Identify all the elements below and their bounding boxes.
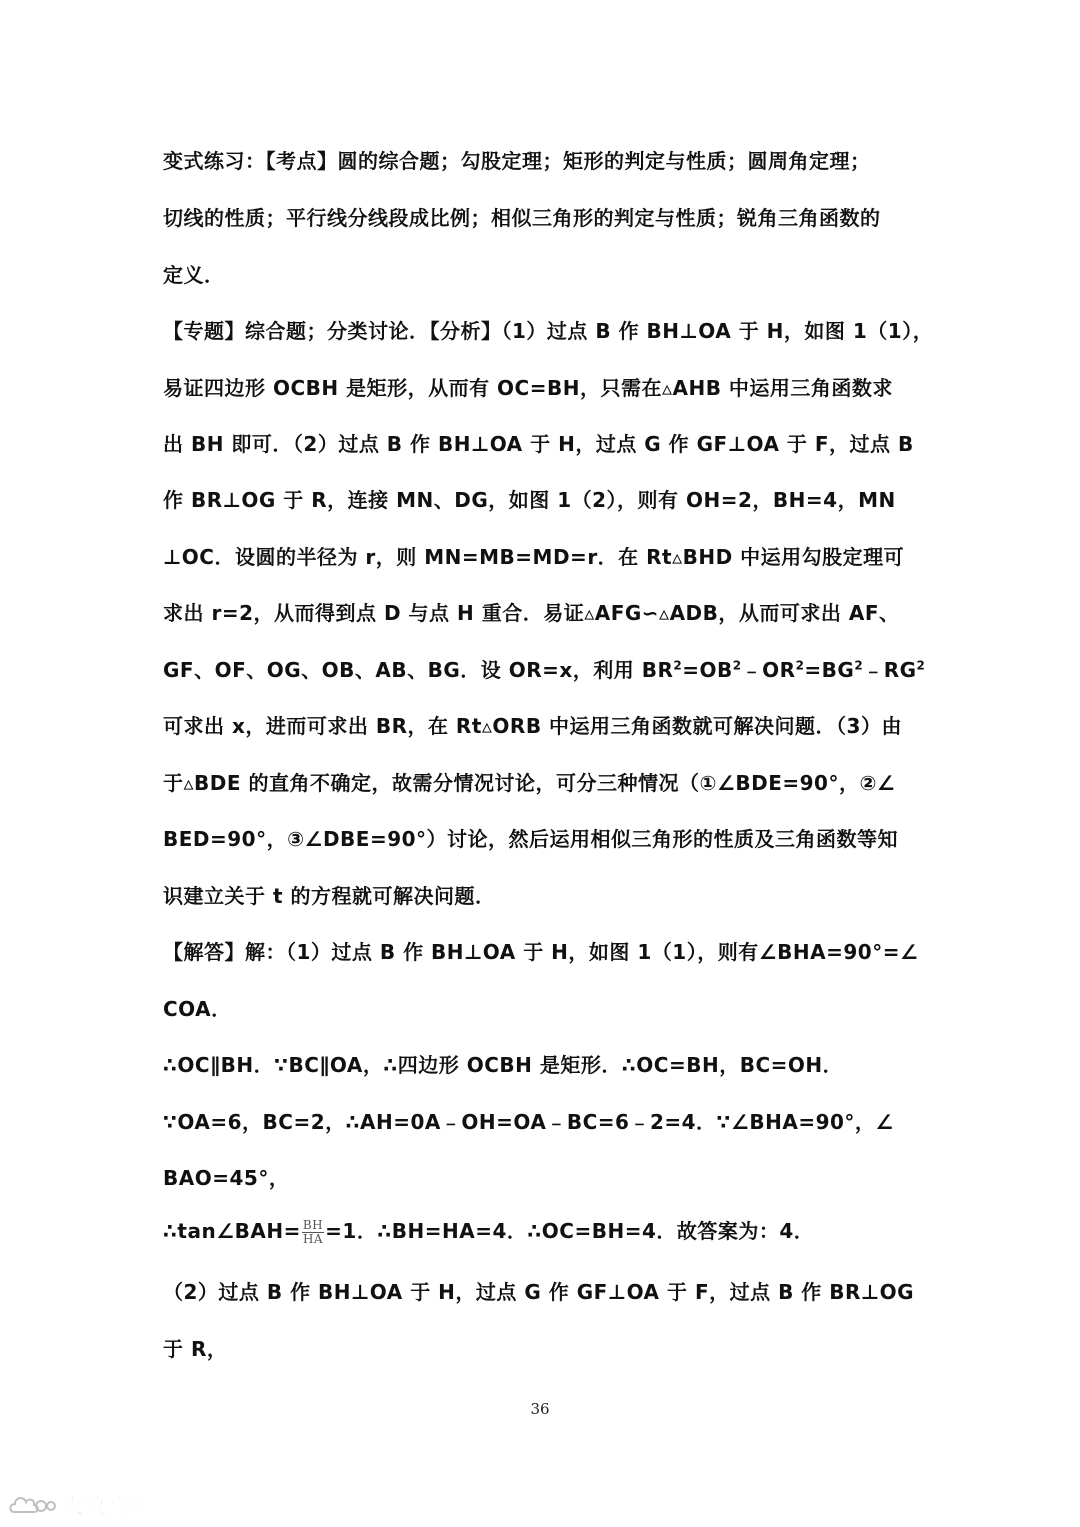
- text-line: 作 BR⊥OG 于 R，连接 MN、DG，如图 1（2），则有 OH=2，BH=4，MN: [163, 488, 896, 512]
- text-line-with-fraction: [163, 1216, 923, 1246]
- text-line: 于▵BDE 的直角不确定，故需分情况讨论，可分三种情况（①∠BDE=90°，②∠: [163, 771, 896, 795]
- text-line: 【专题】综合题；分类讨论．【分析】（1）过点 B 作 BH⊥OA 于 H，如图 1（1），: [163, 319, 934, 343]
- text-line: （2）过点 B 作 BH⊥OA 于 H，过点 G 作 GF⊥OA 于 F，过点 B 作 BR⊥OG: [163, 1280, 915, 1304]
- superscript: 2: [732, 658, 742, 673]
- text-segment: ﹣RG: [863, 658, 917, 682]
- watermark-text: 大数跨境: [62, 1494, 150, 1518]
- superscript: 2: [916, 658, 926, 673]
- superscript: 2: [673, 658, 683, 673]
- text-line: 识建立关于 t 的方程就可解决问题．: [163, 884, 496, 908]
- text-line: ⊥OC．设圆的半径为 r，则 MN=MB=MD=r．在 Rt▵BHD 中运用勾股定理可: [163, 545, 905, 569]
- text-segment: GF、OF、OG、OB、AB、BG．设 OR=x，利用 BR: [163, 658, 674, 682]
- text-segment: =BG: [804, 658, 855, 682]
- text-segment: =1．∴BH=HA=4．∴OC=BH=4．故答案为：4．: [325, 1219, 815, 1243]
- fraction: [302, 1219, 324, 1246]
- superscript: 2: [854, 658, 864, 673]
- text-line: ∴OC∥BH．∵BC∥OA，∴四边形 OCBH 是矩形．∴OC=BH，BC=OH．: [163, 1053, 844, 1077]
- text-segment: ﹣OR: [741, 658, 796, 682]
- text-line: 变式练习：【考点】圆的综合题；勾股定理；矩形的判定与性质；圆周角定理；: [163, 149, 871, 173]
- text-line: 可求出 x，进而可求出 BR，在 Rt▵ORB 中运用三角函数就可解决问题．（3）由: [163, 714, 902, 738]
- text-line: ∵OA=6，BC=2，∴AH=0A﹣OH=OA﹣BC=6﹣2=4．∵∠BHA=90°，∠: [163, 1110, 894, 1134]
- fraction-numerator: BH: [302, 1218, 324, 1232]
- text-line-with-superscripts: [163, 655, 926, 685]
- text-line: 【解答】解：（1）过点 B 作 BH⊥OA 于 H，如图 1（1），则有∠BHA=90°=∠: [163, 940, 919, 964]
- text-line: BAO=45°，: [163, 1166, 290, 1190]
- text-line: 定义．: [163, 263, 225, 287]
- text-line: 求出 r=2，从而得到点 D 与点 H 重合．易证▵AFG∽▵ADB，从而可求出 AF、: [163, 601, 900, 625]
- text-line: BED=90°，③∠DBE=90°）讨论，然后运用相似三角形的性质及三角函数等知: [163, 827, 899, 851]
- text-line: 出 BH 即可．（2）过点 B 作 BH⊥OA 于 H，过点 G 作 GF⊥OA 于 F，过点 B: [163, 432, 914, 456]
- superscript: 2: [795, 658, 805, 673]
- fraction-denominator: HA: [302, 1232, 324, 1246]
- text-segment: =OB: [682, 658, 733, 682]
- text-line: 切线的性质；平行线分线段成比例；相似三角形的判定与性质；锐角三角函数的: [163, 206, 881, 230]
- text-line: COA．: [163, 997, 232, 1021]
- page-number: 36: [530, 1400, 550, 1418]
- text-line: 易证四边形 OCBH 是矩形，从而有 OC=BH，只需在▵AHB 中运用三角函数求: [163, 376, 893, 400]
- text-segment: ∴tan∠BAH=: [163, 1219, 301, 1243]
- watermark: [8, 1490, 150, 1520]
- text-line: 于 R，: [163, 1337, 228, 1361]
- cloud-logo-icon: [8, 1492, 56, 1518]
